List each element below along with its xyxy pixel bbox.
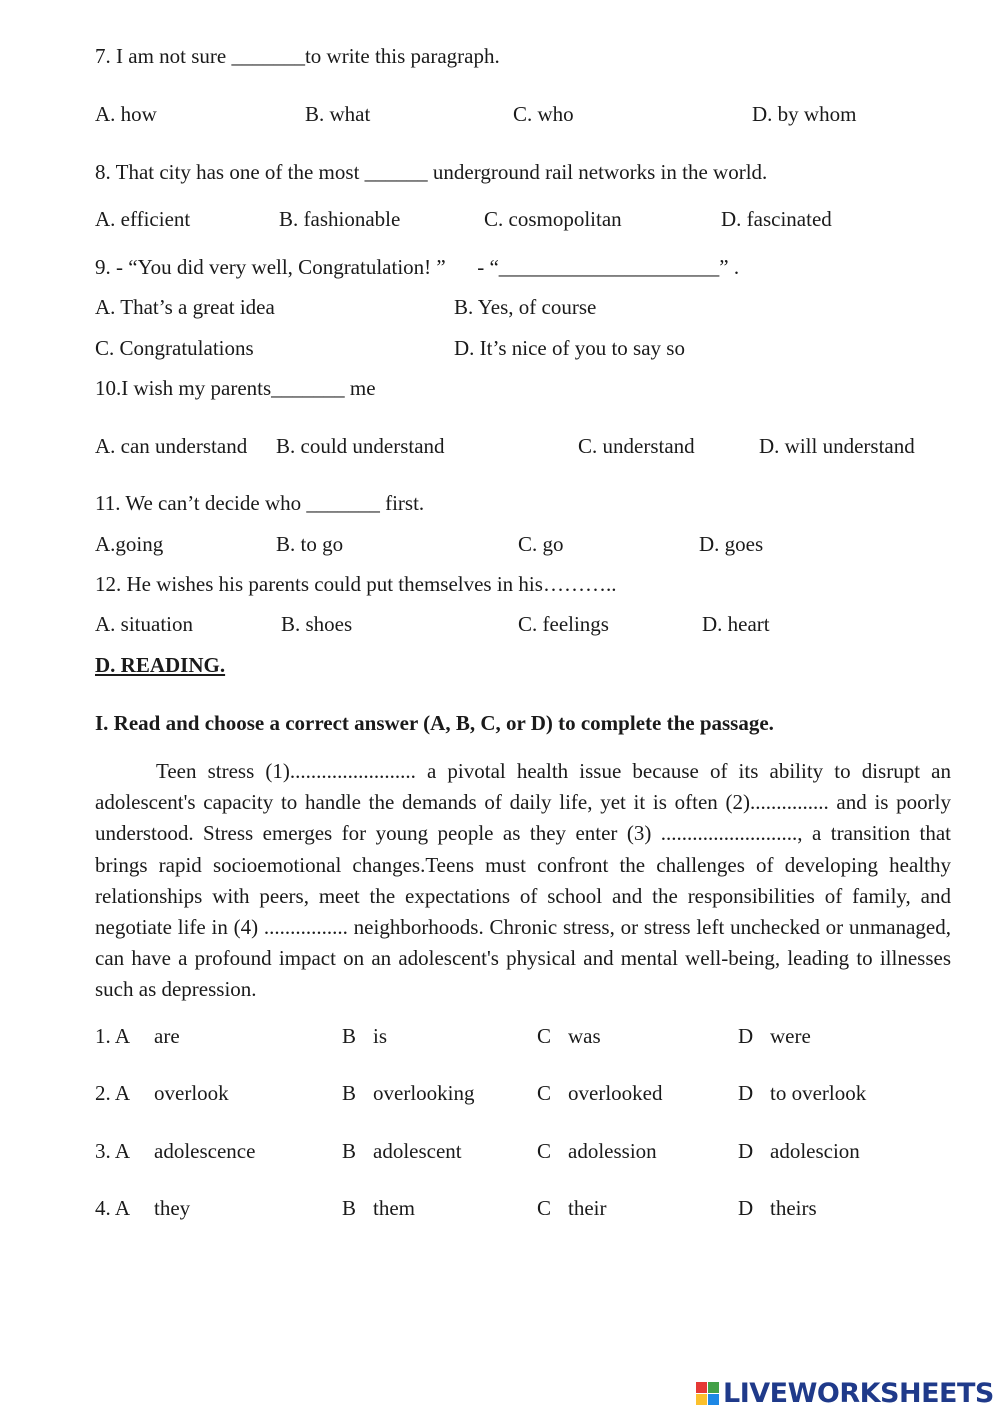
answer-2-d-letter: D bbox=[738, 1081, 754, 1105]
answer-1-b-letter: B bbox=[342, 1024, 357, 1048]
question-9-stem: 9. - “You did very well, Congratulation! ” - “_____________________” . bbox=[95, 255, 740, 279]
answer-2-c-letter: C bbox=[537, 1081, 552, 1105]
answer-3-b[interactable]: adolescent bbox=[373, 1139, 462, 1163]
section-title: D. READING. bbox=[95, 653, 226, 677]
q10-option-c[interactable]: C. understand bbox=[578, 434, 695, 458]
answer-4-label: 4. A bbox=[95, 1196, 131, 1220]
answer-1-c-letter: C bbox=[537, 1024, 552, 1048]
answer-3-label: 3. A bbox=[95, 1139, 131, 1163]
question-11-stem: 11. We can’t decide who _______ first. bbox=[95, 491, 425, 515]
answer-4-d-letter: D bbox=[738, 1196, 754, 1220]
question-7-stem: 7. I am not sure _______to write this paragraph. bbox=[95, 44, 500, 68]
logo-block-red bbox=[696, 1382, 707, 1393]
logo-block-blue bbox=[708, 1394, 719, 1405]
logo-wordmark: LIVEWORKSHEETS bbox=[723, 1377, 994, 1409]
q10-option-a[interactable]: A. can understand bbox=[95, 434, 248, 458]
q9-option-c[interactable]: C. Congratulations bbox=[95, 336, 254, 360]
answer-4-a[interactable]: they bbox=[154, 1196, 191, 1220]
question-12-stem: 12. He wishes his parents could put themselves in his……….. bbox=[95, 572, 617, 596]
answer-2-c[interactable]: overlooked bbox=[568, 1081, 663, 1105]
answer-1-b[interactable]: is bbox=[373, 1024, 388, 1048]
q9-option-b[interactable]: B. Yes, of course bbox=[454, 295, 597, 319]
answer-4-d[interactable]: theirs bbox=[770, 1196, 817, 1220]
q8-option-b[interactable]: B. fashionable bbox=[279, 207, 401, 231]
logo-block-yellow bbox=[696, 1394, 707, 1405]
question-10-stem: 10.I wish my parents_______ me bbox=[95, 376, 376, 400]
q11-option-b[interactable]: B. to go bbox=[276, 532, 344, 556]
q9-option-d[interactable]: D. It’s nice of you to say so bbox=[454, 336, 685, 360]
answer-2-a[interactable]: overlook bbox=[154, 1081, 229, 1105]
q8-option-d[interactable]: D. fascinated bbox=[721, 207, 832, 231]
answer-3-a[interactable]: adolescence bbox=[154, 1139, 256, 1163]
q12-option-a[interactable]: A. situation bbox=[95, 612, 193, 636]
answer-1-label: 1. A bbox=[95, 1024, 131, 1048]
q11-option-a[interactable]: A.going bbox=[95, 532, 164, 556]
answer-3-c-letter: C bbox=[537, 1139, 552, 1163]
q7-option-a[interactable]: A. how bbox=[95, 102, 157, 126]
answer-3-d[interactable]: adolescion bbox=[770, 1139, 860, 1163]
logo-icon bbox=[696, 1382, 719, 1405]
q10-option-d[interactable]: D. will understand bbox=[759, 434, 915, 458]
q7-option-c[interactable]: C. who bbox=[513, 102, 574, 126]
q7-option-d[interactable]: D. by whom bbox=[752, 102, 857, 126]
question-8-stem: 8. That city has one of the most ______ underground rail networks in the world. bbox=[95, 160, 768, 184]
answer-2-label: 2. A bbox=[95, 1081, 131, 1105]
answer-3-d-letter: D bbox=[738, 1139, 754, 1163]
answer-3-c[interactable]: adolession bbox=[568, 1139, 657, 1163]
q12-option-b[interactable]: B. shoes bbox=[281, 612, 353, 636]
answer-4-c-letter: C bbox=[537, 1196, 552, 1220]
q11-option-c[interactable]: C. go bbox=[518, 532, 564, 556]
answer-4-b-letter: B bbox=[342, 1196, 357, 1220]
q12-option-d[interactable]: D. heart bbox=[702, 612, 770, 636]
answer-4-b[interactable]: them bbox=[373, 1196, 415, 1220]
answer-2-b[interactable]: overlooking bbox=[373, 1081, 475, 1105]
q11-option-d[interactable]: D. goes bbox=[699, 532, 764, 556]
passage-text: Teen stress (1)........................ a pivotal health issue because of its ability to disrupt an adolescent's capacity to handle the demands of daily life, yet it is often (2)............... and is poorly understood. Stress emerges for young people as they enter (3) .........................., a transition that brings rapid socioemotional changes.Teens must confront the challenges of developing healthy relationships with peers, meet the expectations of school and the responsibilities of family, and negotiate life in (4) ................ neighborhoods. Chronic stress, or stress left unchecked or unmanaged, can have a profound impact on an adolescent's physical and mental well-being, leading to illnesses such as depression. bbox=[95, 759, 951, 1002]
q8-option-a[interactable]: A. efficient bbox=[95, 207, 191, 231]
q12-option-c[interactable]: C. feelings bbox=[518, 612, 609, 636]
answer-1-d[interactable]: were bbox=[770, 1024, 811, 1048]
answer-4-c[interactable]: their bbox=[568, 1196, 607, 1220]
logo-block-green bbox=[708, 1382, 719, 1393]
liveworksheets-logo bbox=[696, 1376, 994, 1410]
answer-1-d-letter: D bbox=[738, 1024, 754, 1048]
reading-passage bbox=[95, 756, 951, 1006]
answer-1-c[interactable]: was bbox=[568, 1024, 601, 1048]
answer-2-b-letter: B bbox=[342, 1081, 357, 1105]
q7-option-b[interactable]: B. what bbox=[305, 102, 371, 126]
answer-1-a[interactable]: are bbox=[154, 1024, 180, 1048]
q9-option-a[interactable]: A. That’s a great idea bbox=[95, 295, 275, 319]
q10-option-b[interactable]: B. could understand bbox=[276, 434, 445, 458]
answer-3-b-letter: B bbox=[342, 1139, 357, 1163]
q8-option-c[interactable]: C. cosmopolitan bbox=[484, 207, 622, 231]
instruction: I. Read and choose a correct answer (A, B, C, or D) to complete the passage. bbox=[95, 711, 774, 735]
answer-2-d[interactable]: to overlook bbox=[770, 1081, 867, 1105]
